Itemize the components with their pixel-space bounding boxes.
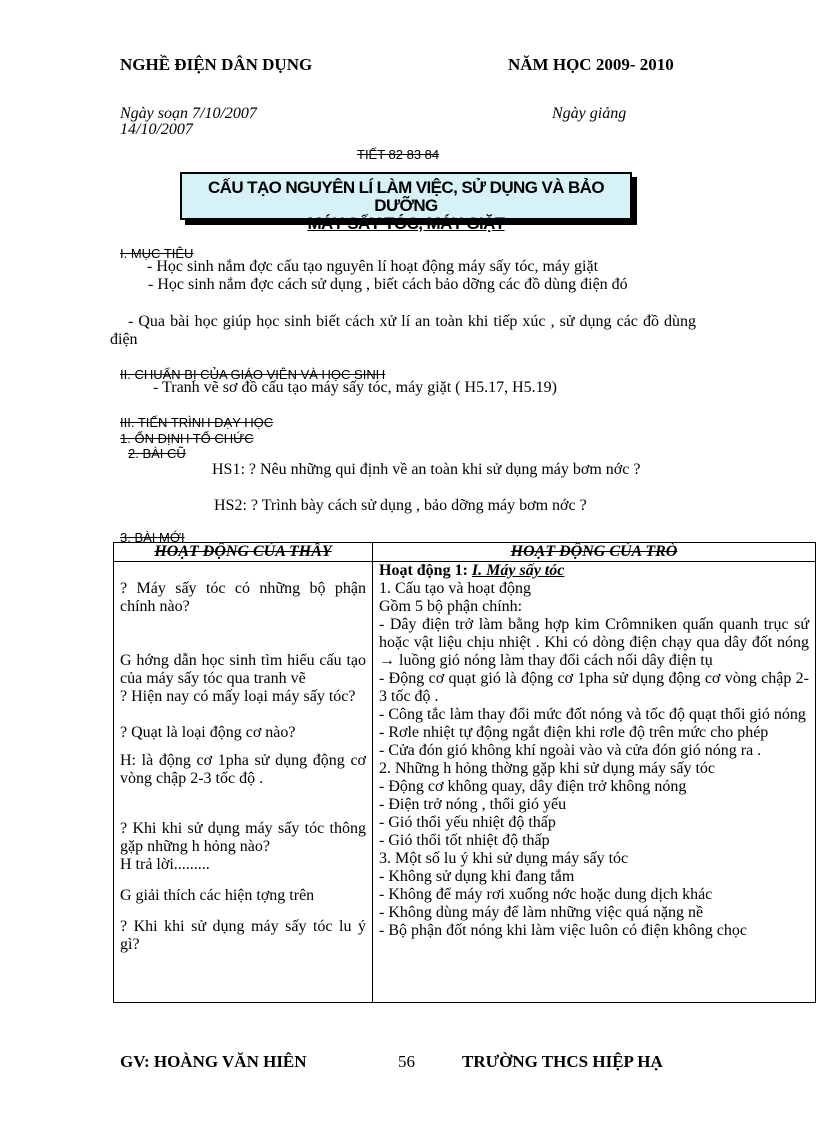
lesson-title-line2: MÁY SẤY TÓC, MÁY GIẶT (307, 214, 505, 233)
teacher-explain-phenomena: G giải thích các hiện tợng trên (120, 887, 315, 904)
student-line: - Gió thổi tốt nhiệt độ thấp (379, 832, 550, 849)
student-line: 1. Cấu tạo và hoạt động (379, 580, 531, 597)
footer-page-number: 56 (398, 1052, 415, 1071)
student-line: Gồm 5 bộ phận chính: (379, 598, 523, 615)
header-subject: NGHỀ ĐIỆN DÂN DỤNG (120, 55, 313, 74)
student-line: 2. Những h hỏng thờng gặp khi sử dụng máy sấy tóc (379, 760, 715, 777)
teacher-question-parts: ? Máy sấy tóc có những bộ phận chính nào? (120, 580, 366, 615)
table-row (114, 562, 816, 1003)
muc-tieu-item-3: - Qua bài học giúp học sinh biết cách xử lí an toàn khi tiếp xúc , sử dụng các đồ dùng điện (110, 313, 696, 348)
footer-teacher: GV: HOÀNG VĂN HIÊN (120, 1052, 307, 1071)
header-school-year: NĂM HỌC 2009- 2010 (508, 55, 674, 74)
section-chuan-bi-heading: II. CHUẨN BỊ CỦA GIÁO VIÊN VÀ HỌC SINH (120, 367, 386, 382)
muc-tieu-item-1: - Học sinh nắm đợc cấu tạo nguyên lí hoạt động máy sấy tóc, máy giặt (147, 258, 599, 275)
activity-1-heading: Hoạt động 1: I. Máy sấy tóc (379, 562, 565, 579)
date-giang: 14/10/2007 (120, 121, 193, 138)
bai-cu-heading: 2. BÀI CŨ (128, 446, 186, 461)
student-answer-motor: H: là động cơ 1pha sử dụng động cơ vòng chập 2-3 tốc độ . (120, 752, 366, 787)
question-hs2: HS2: ? Trình bày cách sử dụng , bảo dỡng máy bơm nớc ? (214, 497, 587, 514)
on-dinh-heading: 1. ỔN ĐỊNH TỔ CHỨC (120, 431, 254, 446)
student-line: 3. Một số lu ý khi sử dụng máy sấy tóc (379, 850, 629, 867)
student-line: - Dây điện trở làm bằng hợp kim Crômniken quấn quanh trục sứ hoặc vật liệu chịu nhiệt . Khi có dòng điện chạy qua dây đốt nóng → luồng gió nóng làm thay đổi cách nối dây điện tụ (379, 616, 809, 669)
activity-table (113, 542, 816, 1003)
student-line: - Động cơ quạt gió là động cơ 1pha sử dụng động cơ vòng chập 2-3 tốc độ . (379, 670, 809, 705)
student-line: - Công tắc làm thay đổi mức đốt nóng và tốc độ quạt thổi gió nóng (379, 706, 806, 723)
section-muc-tieu-heading: I. MỤC TIÊU (120, 246, 194, 261)
col-header-teacher: HOẠT ĐỘNG CỦA THẦY (114, 543, 373, 562)
teacher-question-faults: ? Khi khi sử dụng máy sấy tóc thông gặp những h hỏng nào? (120, 820, 366, 855)
date-giang-label: Ngày giảng (552, 105, 627, 122)
teacher-question-types: ? Hiện nay có mấy loại máy sấy tóc? (120, 688, 356, 705)
footer-school: TRƯỜNG THCS HIỆP HẠ (462, 1052, 663, 1071)
student-line: - Bộ phận đốt nóng khi làm việc luôn có điện không chọc (379, 922, 747, 939)
date-soan: Ngày soạn 7/10/2007 (120, 105, 257, 122)
student-answer-faults: H trả lời......... (120, 856, 210, 873)
lesson-number: TIẾT 82 83 84 (357, 147, 440, 162)
chuan-bi-item: - Tranh vẽ sơ đồ cấu tạo máy sấy tóc, máy giặt ( H5.17, H5.19) (153, 379, 557, 396)
table-header-row (114, 543, 816, 562)
student-activity-cell (373, 562, 816, 1003)
teacher-activity-cell (114, 562, 373, 1003)
lesson-title-line1: CẤU TẠO NGUYÊN LÍ LÀM VIỆC, SỬ DỤNG VÀ BẢO DƯỠNG (208, 178, 604, 215)
student-line: - Động cơ không quay, dây điện trở không nóng (379, 778, 687, 795)
student-line: - Không để máy rơi xuống nớc hoặc dung dịch khác (379, 886, 713, 903)
student-line: - Cửa đón gió không khí ngoài vào và cửa đón gió nóng ra . (379, 742, 762, 759)
student-line: - Điện trở nóng , thổi gió yếu (379, 796, 567, 813)
teacher-question-motor: ? Quạt là loại động cơ nào? (120, 724, 296, 741)
student-line: - Gió thổi yếu nhiệt độ thấp (379, 814, 556, 831)
teacher-question-notes: ? Khi khi sử dụng máy sấy tóc lu ý gì? (120, 918, 366, 953)
bai-moi-heading: 3. BÀI MỚI (120, 530, 185, 545)
teacher-guide-structure: G hớng dẫn học sinh tìm hiểu cấu tạo của máy sấy tóc qua tranh vẽ (120, 652, 366, 687)
activity-1-title: I. Máy sấy tóc (471, 562, 565, 579)
student-line: - Rơle nhiệt tự động ngắt điện khi rơle độ trên mức cho phép (379, 724, 769, 741)
student-line: - Không sử dụng khi đang tắm (379, 868, 575, 885)
lesson-title-box (180, 172, 632, 233)
section-tien-trinh-heading: III. TIẾN TRÌNH DẠY HỌC (120, 415, 274, 430)
student-line: - Không dùng máy để làm những việc quá nặng nề (379, 904, 704, 921)
col-header-student: HOẠT ĐỘNG CỦA TRÒ (373, 543, 816, 562)
muc-tieu-item-2: - Học sinh nắm đợc cách sử dụng , biết cách bảo dỡng các đồ dùng điện đó (148, 276, 628, 293)
question-hs1: HS1: ? Nêu những qui định về an toàn khi sử dụng máy bơm nớc ? (212, 461, 641, 478)
